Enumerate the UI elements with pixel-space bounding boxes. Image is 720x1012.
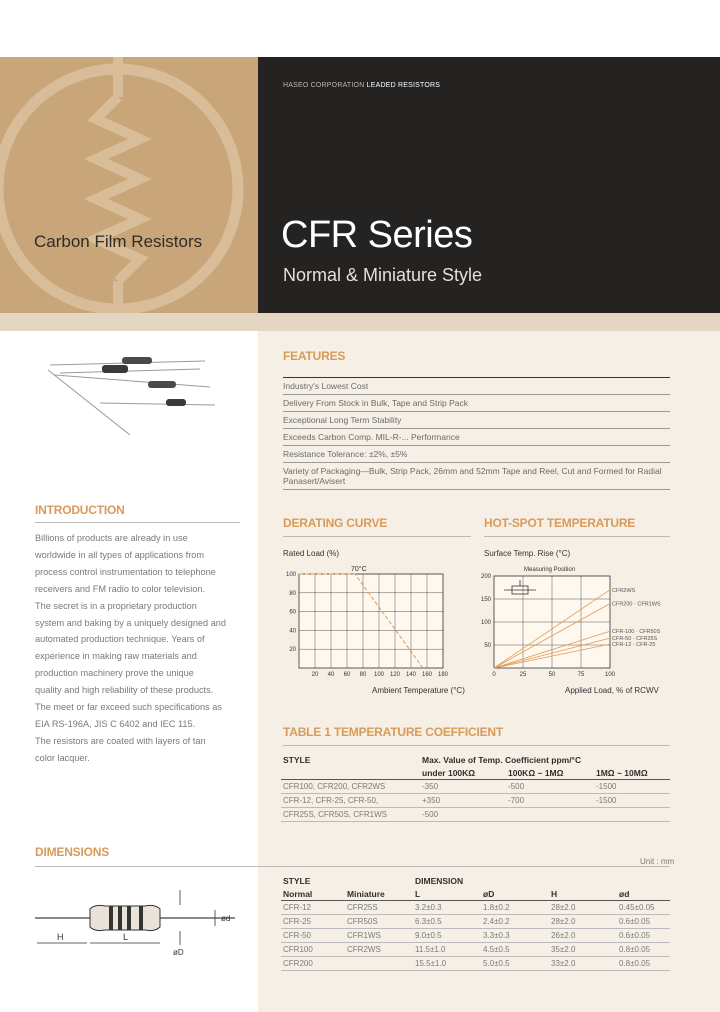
table-cell: +350 — [422, 796, 441, 805]
header-band — [0, 313, 720, 331]
table-cell: CFR100 — [283, 945, 313, 954]
table-row — [281, 780, 670, 794]
feature-item: Resistance Tolerance: ±2%, ±5% — [283, 445, 670, 462]
table-cell: -1500 — [596, 796, 617, 805]
table-cell: -1500 — [596, 782, 617, 791]
table-cell: -500 — [508, 782, 525, 791]
intro-line: EIA RS-196A, JIS C 6402 and IEC 115. — [35, 718, 196, 729]
table-cell: CFR100, CFR200, CFR2WS — [283, 782, 386, 791]
intro-line: The secret is in a proprietary production — [35, 600, 197, 611]
series-subtitle: Normal & Miniature Style — [283, 265, 483, 285]
resistor-dimension-diagram — [35, 885, 250, 965]
feature-item: Exceeds Carbon Comp. MIL-R-... Performance — [283, 428, 670, 445]
table-header-style: STYLE — [283, 875, 311, 886]
table-cell: 35±2.0 — [551, 945, 576, 954]
table-cell: CFR200 — [283, 959, 313, 968]
diagram-label-h: H — [57, 932, 64, 942]
resistor-image-2 — [60, 365, 200, 373]
table-cell: 0.8±0.05 — [619, 959, 651, 968]
y-tick-label: 150 — [480, 597, 491, 603]
company-name: HASEO CORPORATION — [283, 82, 365, 89]
x-tick-label: 140 — [405, 672, 417, 678]
x-tick-label: 80 — [359, 672, 367, 678]
hotspot-ylabel: Surface Temp. Rise (°C) — [484, 549, 571, 558]
x-tick-label: 0 — [492, 672, 496, 678]
temp-coefficient-table — [281, 753, 670, 822]
resistor-image-1 — [50, 357, 205, 365]
derating-heading: DERATING CURVE — [283, 516, 388, 530]
table-cell: -700 — [508, 796, 525, 805]
resistor-logo-icon — [0, 57, 258, 313]
table-subheader: 100KΩ ~ 1MΩ — [508, 767, 564, 778]
table-cell: 15.5±1.0 — [415, 959, 447, 968]
intro-line: Billions of products are already in use — [35, 533, 188, 543]
table-cell — [594, 808, 670, 822]
diagram-label-d: ød — [221, 914, 231, 923]
table-subheader: 1MΩ ~ 10MΩ — [596, 767, 648, 778]
table-cell: 28±2.0 — [551, 917, 576, 926]
table-cell: CFR50S — [347, 917, 378, 926]
hotspot-series-label: CFR-100 · CFR50S — [612, 629, 661, 636]
table-row — [281, 929, 670, 943]
features-heading: FEATURES — [283, 349, 346, 363]
resistor-image-3 — [55, 375, 210, 388]
table-row — [281, 808, 670, 822]
derating-xlabel: Ambient Temperature (°C) — [372, 686, 465, 695]
table-header-row — [281, 753, 670, 766]
table-cell: 4.5±0.5 — [483, 945, 510, 954]
table-subheader: øD — [483, 888, 495, 899]
x-tick-label: 50 — [548, 672, 556, 678]
diagram-label-od: øD — [173, 948, 184, 957]
y-tick-label: 100 — [480, 620, 491, 626]
derating-grid — [299, 574, 443, 668]
intro-line: experience in making raw materials and — [35, 651, 197, 662]
features-list — [283, 377, 670, 490]
header-left-panel — [0, 57, 258, 313]
x-tick-label: 120 — [389, 672, 401, 678]
x-tick-label: 25 — [519, 672, 527, 678]
hotspot-series-label: CFR2WS — [612, 587, 636, 594]
derating-annotation: 70°C — [351, 566, 367, 573]
resistor-image-4 — [48, 370, 215, 435]
table-cell: 1.8±0.2 — [483, 903, 510, 912]
y-tick-label: 40 — [289, 628, 296, 635]
hotspot-rule — [484, 536, 670, 537]
table-subheader: L — [415, 888, 421, 899]
table-cell: CFR-50 — [283, 931, 312, 940]
table-cell — [345, 957, 413, 971]
intro-heading: INTRODUCTION — [35, 503, 125, 517]
x-tick-label: 20 — [311, 672, 319, 678]
y-tick-label: 200 — [480, 574, 491, 580]
table-cell: CFR2WS — [347, 945, 381, 954]
intro-rule — [35, 522, 240, 523]
table-subheader: Miniature — [347, 888, 385, 899]
table-cell: 0.8±0.05 — [619, 945, 651, 954]
y-tick-label: 20 — [289, 647, 296, 654]
temp-table-rule — [283, 745, 670, 746]
company-line — [283, 82, 440, 89]
intro-line: worldwide in all types of applications from — [35, 549, 205, 560]
x-tick-label: 60 — [343, 672, 351, 678]
hotspot-heading: HOT-SPOT TEMPERATURE — [484, 516, 636, 530]
hotspot-xlabel: Applied Load, % of RCWV — [565, 686, 659, 695]
table-cell: 2.4±0.2 — [483, 917, 510, 926]
dimensions-rule — [35, 866, 670, 867]
plot-area — [299, 574, 443, 668]
table-cell — [506, 808, 594, 822]
table-cell: CFR25S — [347, 903, 378, 912]
diagram-label-l: L — [123, 932, 129, 942]
unit-label: Unit : mm — [640, 857, 675, 866]
table-cell: 5.0±0.5 — [483, 959, 510, 968]
hotspot-series-label: CFR200 · CFR1WS — [612, 601, 661, 608]
intro-line: The meet or far exceed such specifications as — [35, 702, 222, 713]
category-name: LEADED RESISTORS — [366, 82, 441, 89]
x-tick-label: 40 — [327, 672, 335, 678]
table-header-dimension: DIMENSION — [415, 875, 464, 886]
temp-table-heading: TABLE 1 TEMPERATURE COEFFICIENT — [283, 725, 504, 739]
x-tick-label: 75 — [577, 672, 585, 678]
intro-line: production machinery prove the unique — [35, 668, 194, 679]
table-row — [281, 794, 670, 808]
table-subheader-row — [281, 766, 670, 780]
dimensions-table-body — [281, 901, 670, 971]
derating-chart — [283, 562, 473, 684]
table-row — [281, 901, 670, 915]
table-subheader: Normal — [283, 888, 313, 899]
table-cell: 28±2.0 — [551, 903, 576, 912]
intro-line: color lacquer. — [35, 752, 90, 763]
hotspot-series-label: CFR-12 · CFR-25 — [612, 642, 656, 649]
y-tick-label: 50 — [484, 643, 491, 649]
hotspot-annotation: Measuring Position — [524, 567, 576, 573]
derating-ylabel: Rated Load (%) — [283, 549, 340, 558]
table-cell: CFR-25 — [283, 917, 312, 926]
table-subheader: ød — [619, 888, 630, 899]
feature-item: Delivery From Stock in Bulk, Tape and Strip Pack — [283, 394, 670, 411]
dimensions-heading: DIMENSIONS — [35, 845, 110, 859]
table-header-group: Max. Value of Temp. Coefficient ppm/°C — [422, 754, 582, 765]
table-cell: 0.45±0.05 — [619, 903, 655, 912]
table-subheader: under 100KΩ — [422, 767, 476, 778]
dimensions-table — [281, 874, 670, 971]
table-subheader-row — [281, 887, 670, 901]
hotspot-chart — [480, 562, 674, 684]
intro-text — [35, 530, 245, 767]
table-cell: CFR1WS — [347, 931, 381, 940]
table-header-style: STYLE — [283, 754, 311, 765]
table-cell: 0.6±0.05 — [619, 931, 651, 940]
table-row — [281, 915, 670, 929]
intro-line: quality and high reliability of these products. — [35, 685, 214, 696]
table-row — [281, 943, 670, 957]
intro-line: receivers and FM radio to color television. — [35, 583, 206, 594]
table-cell: 11.5±1.0 — [415, 945, 446, 954]
feature-item: Variety of Packaging—Bulk, Strip Pack, 26mm and 52mm Tape and Reel, Cut and Formed for Radial Panasert/Avisert — [283, 462, 670, 490]
intro-line: process control instrumentation to telephone — [35, 566, 216, 577]
y-tick-label: 100 — [285, 572, 296, 578]
table-cell: CFR25S, CFR50S, CFR1WS — [283, 810, 388, 819]
hotspot-series-label: CFR-50 · CFR25S — [612, 636, 658, 643]
table-header-row — [281, 874, 670, 887]
table-cell: 3.2±0.3 — [415, 903, 442, 912]
table-cell: 0.6±0.05 — [619, 917, 651, 926]
table-cell: 3.3±0.3 — [483, 931, 510, 940]
table-cell: CFR-12 — [283, 903, 312, 912]
x-tick-label: 100 — [373, 672, 385, 678]
table-cell: -350 — [422, 782, 439, 791]
x-tick-label: 160 — [421, 672, 433, 678]
y-tick-label: 60 — [289, 609, 296, 616]
intro-line: system and baking by a uniquely designed and — [35, 617, 227, 628]
series-title: CFR Series — [281, 214, 473, 256]
table-cell: -500 — [422, 810, 439, 819]
table-row — [281, 957, 670, 971]
table-subheader: H — [551, 888, 558, 899]
table-cell: 26±2.0 — [551, 931, 576, 940]
resistor-photo — [40, 345, 240, 445]
table-cell: 33±2.0 — [551, 959, 576, 968]
intro-line: The resistors are coated with layers of tan — [35, 735, 206, 746]
table-cell: CFR-12, CFR-25, CFR-50, — [283, 796, 379, 805]
y-tick-label: 80 — [289, 590, 296, 597]
table-cell: 6.3±0.5 — [415, 917, 442, 926]
x-tick-label: 100 — [604, 672, 616, 678]
x-tick-label: 180 — [437, 672, 449, 678]
left-title: Carbon Film Resistors — [34, 232, 203, 251]
derating-rule — [283, 536, 471, 537]
feature-item: Industry's Lowest Cost — [283, 377, 670, 394]
feature-item: Exceptional Long Term Stability — [283, 411, 670, 428]
intro-line: automated production technique. Years of — [35, 634, 205, 645]
table-cell: 9.0±0.5 — [415, 931, 442, 940]
